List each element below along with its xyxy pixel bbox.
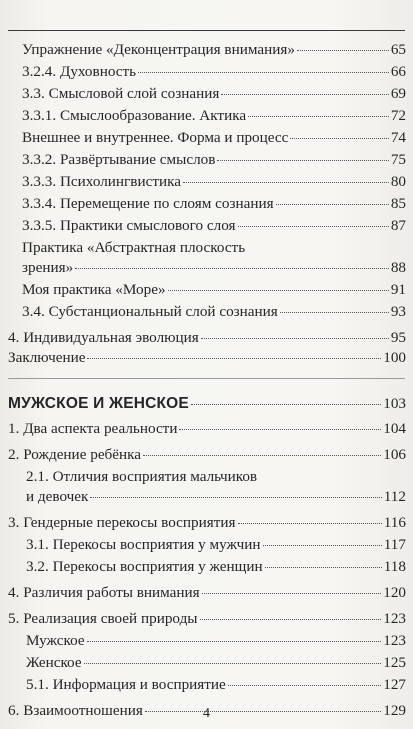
toc-entry-page: 74 [390,129,406,146]
toc-entry-title: Внешнее и внутреннее. Форма и процесс [22,129,289,146]
toc-entry-title: 5. Реализация своей природы [8,610,198,627]
leader-dots [276,204,389,205]
leader-dots [221,94,389,95]
toc-entry-page: 80 [390,173,406,190]
leader-dots [168,290,389,291]
toc-entry [8,513,406,533]
toc-entry-page: 127 [383,676,406,693]
leader-dots [191,404,381,405]
section-divider [8,378,405,379]
toc-entry-page: 95 [390,329,406,346]
toc-entry-title: 3.2. Перекосы восприятия у женщин [26,558,263,575]
leader-dots [87,641,382,642]
toc-entry [8,84,406,104]
page-number: 4 [203,706,210,721]
toc-entry [8,62,406,82]
toc-entry-title: Заключение [8,349,86,366]
leader-dots [143,455,381,456]
toc-entry [8,302,406,322]
toc-entry-title: 3.3.1. Смыслообразование. Актика [22,107,247,124]
toc-entry [8,328,406,348]
toc-entry-title-line1: 2.1. Отличия восприятия мальчиков [26,468,258,485]
leader-dots [75,268,389,269]
toc-entry-title: 3.3.5. Практики смыслового слоя [22,217,236,234]
toc-entry-page: 118 [383,558,406,575]
toc-entry-title: 3. Гендерные перекосы восприятия [8,514,236,531]
toc-entry-title: 3.3.3. Психолингвистика [22,173,181,190]
toc-entry-page: 120 [383,584,406,601]
leader-dots [87,358,381,359]
leader-dots [263,545,382,546]
toc-entry [8,128,406,148]
leader-dots [280,312,389,313]
toc-entry [8,194,406,214]
toc-entry-page: 117 [383,536,406,553]
toc-entry-page: 65 [390,41,406,58]
leader-dots [202,593,382,594]
toc-entry [8,150,406,170]
leader-dots [228,685,381,686]
toc-entry-title: 3.3.2. Развёртывание смыслов [22,151,216,168]
toc-entry-title: 2. Рождение ребёнка [8,446,142,463]
toc-entry-page: 103 [383,395,406,412]
toc-entry [8,653,406,673]
toc-entry [8,106,406,126]
leader-dots [179,429,381,430]
toc-entry-title: зрения» [22,259,74,276]
leader-dots [201,338,389,339]
toc-entry-page: 116 [383,514,406,531]
toc-entry-page: 123 [383,610,406,627]
leader-dots [290,138,388,139]
toc-entry-page: 125 [383,654,406,671]
toc-entry [8,557,406,577]
toc-entry [8,348,406,368]
leader-dots [238,523,382,524]
toc-entry [8,583,406,603]
toc-entry-title: 3.3. Смысловой слой сознания [22,85,220,102]
toc-entry-page: 104 [383,420,406,437]
leader-dots [90,497,381,498]
toc-entry [8,40,406,60]
toc-entry-page: 66 [390,63,406,80]
toc-entry-page: 91 [390,281,406,298]
toc-entry-page: 69 [390,85,406,102]
toc-entry [8,675,406,695]
toc-entry-page: 123 [383,632,406,649]
leader-dots [238,226,389,227]
toc-entry [8,487,406,507]
toc-entry-title: 5.1. Информация и восприятие [26,676,226,693]
toc-entry-page: 88 [390,259,406,276]
toc-entry-title: 4. Различия работы внимания [8,584,200,601]
section-heading-title: МУЖСКОЕ И ЖЕНСКОЕ [8,395,189,412]
toc-entry-page: 129 [383,702,406,719]
toc-entry-page: 75 [390,151,406,168]
leader-dots [217,160,388,161]
toc-entry-page: 93 [390,303,406,320]
toc-entry-title: 3.3.4. Перемещение по слоям сознания [22,195,274,212]
toc-entry [8,280,406,300]
toc-entry-title: 3.1. Перекосы восприятия у мужчин [26,536,261,553]
leader-dots [200,619,382,620]
leader-dots [84,663,382,664]
toc-entry-title: 6. Взаимоотношения [8,702,143,719]
toc-entry-page: 72 [390,107,406,124]
leader-dots [297,50,389,51]
toc-entry [8,631,406,651]
leader-dots [183,182,389,183]
toc-entry-title: Моя практика «Море» [22,281,166,298]
toc-entry [8,419,406,439]
toc-entry-title: Женское [26,654,82,671]
toc-entry-title: и девочек [26,488,89,505]
toc-entry [8,216,406,236]
leader-dots [248,116,389,117]
leader-dots [265,567,382,568]
toc-entry [8,258,406,278]
toc-entry [8,609,406,629]
toc-entry [8,172,406,192]
toc-entry-page: 112 [383,488,406,505]
toc-entry-page: 85 [390,195,406,212]
toc-entry-title: 3.2.4. Духовность [22,63,137,80]
toc-section-heading [8,394,406,414]
leader-dots [138,72,389,73]
toc-entry [8,535,406,555]
toc-entry-page: 106 [383,446,406,463]
toc-entry-title: Упражнение «Деконцентрация внимания» [22,41,295,58]
toc-entry-page: 87 [390,217,406,234]
toc-entry [8,445,406,465]
toc-entry-page: 100 [383,349,406,366]
toc-entry-title: 3.4. Субстанциональный слой сознания [22,303,278,320]
toc-entry-title: Мужское [26,632,85,649]
toc-entry-title-line1: Практика «Абстрактная плоскость [22,239,246,256]
toc-entry-title: 1. Два аспекта реальности [8,420,178,437]
top-rule [8,30,405,31]
toc-entry-title: 4. Индивидуальная эволюция [8,329,199,346]
